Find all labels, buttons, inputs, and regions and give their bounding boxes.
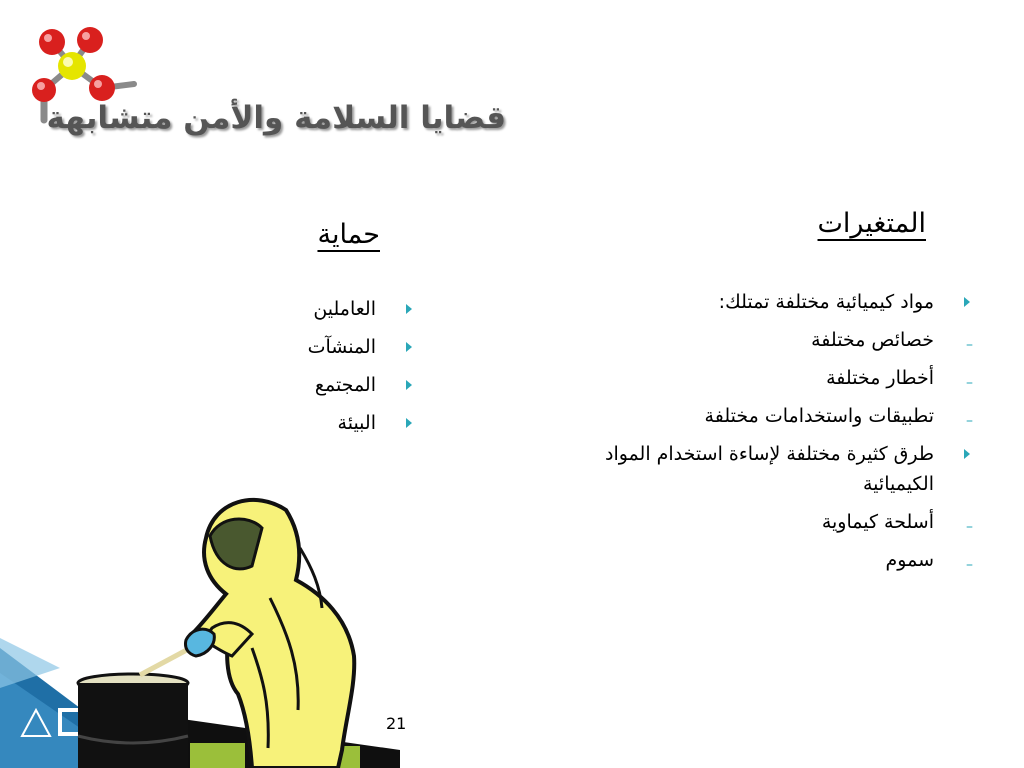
list-item: – تطبيقات واستخدامات مختلفة [534,401,934,431]
list-item: – سموم [534,545,934,575]
protection-list [176,294,376,446]
dash-bullet-icon: – [966,337,973,353]
bullet-arrow-icon [406,418,412,428]
protection-heading: حماية [317,219,380,250]
list-item: المجتمع [176,370,376,400]
list-item: – خصائص مختلفة [534,325,934,355]
list-item: البيئة [176,408,376,438]
dash-bullet-icon: – [966,519,973,535]
list-item: طرق كثيرة مختلفة لإساءة استخدام المواد الكيميائية [534,439,934,499]
list-item: – أخطار مختلفة [534,363,934,393]
bullet-arrow-icon [964,449,970,459]
bullet-arrow-icon [406,380,412,390]
page-number: 21 [386,714,407,733]
dash-bullet-icon: – [966,557,973,573]
variables-list [534,287,973,583]
list-item: – أسلحة كيماوية [534,507,934,537]
bullet-arrow-icon [406,342,412,352]
list-item: العاملين [176,294,376,324]
dash-bullet-icon: – [966,413,973,429]
bullet-arrow-icon [406,304,412,314]
list-item: مواد كيميائية مختلفة تمتلك: [534,287,934,317]
dash-bullet-icon: – [966,375,973,391]
list-item: المنشآت [176,332,376,362]
slide-title: قضايا السلامة والأمن متشابهة [46,100,506,136]
variables-heading: المتغيرات [817,208,926,239]
hazmat-worker-illustration [0,488,400,768]
bullet-arrow-icon [964,297,970,307]
